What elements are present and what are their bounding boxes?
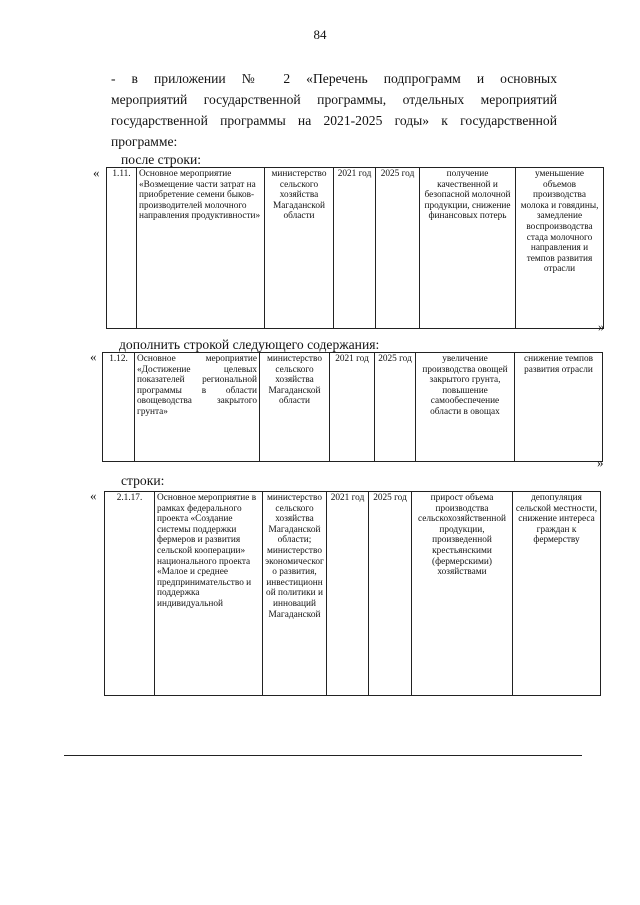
intro-line: мероприятий государственной программы, отдельных мероприятий: [111, 92, 557, 107]
event-name: Основное мероприятие «Возмещение части затрат на приобретение семени быков-производителей молочного направления продуктивности»: [137, 168, 265, 329]
row-number: 2.1.17.: [105, 492, 155, 696]
executor: министерство сельского хозяйства Магаданской области: [265, 168, 334, 329]
end-year: 2025 год: [375, 353, 416, 462]
start-year: 2021 год: [327, 492, 369, 696]
intro-line: программе:: [111, 134, 178, 149]
event-name: Основное мероприятие в рамках федерального проекта «Создание системы поддержки фермеров и развития сельской кооперации» национального проекта «Малое и среднее предпринимательство и поддержка индивидуальной: [155, 492, 263, 696]
expected-result: получение качественной и безопасной молочной продукции, снижение финансовых потерь: [420, 168, 516, 329]
intro-paragraph: [111, 68, 557, 152]
consequence: депопуляция сельской местности, снижение интереса граждан к фермерству: [513, 492, 601, 696]
table-row: [103, 353, 603, 462]
row-number: 1.11.: [107, 168, 137, 329]
expected-result: прирост объема производства сельскохозяйственной продукции, произведенной крестьянскими (фермерскими) хозяйствами: [412, 492, 513, 696]
event-name: Основное мероприятие «Достижение целевых показателей региональной программы в области овощеводства закрытого грунта»: [135, 353, 260, 462]
section-heading-after-row: после строки:: [121, 152, 202, 167]
row-number: 1.12.: [103, 353, 135, 462]
table-row-1-12: [102, 352, 603, 462]
close-quote: »: [598, 319, 605, 334]
table-row: [105, 492, 601, 696]
executor: министерство сельского хозяйства Магаданской области: [260, 353, 330, 462]
executor: министерство сельского хозяйства Магаданской области; министерство экономического развития, инвестиционной политики и инноваций Магаданской: [263, 492, 327, 696]
intro-line: государственной программы на 2021-2025 годы» к государственной: [111, 113, 557, 128]
bottom-divider: [64, 755, 582, 756]
start-year: 2021 год: [330, 353, 375, 462]
table-row-2-1-17: [104, 491, 601, 696]
page-number: 84: [313, 27, 327, 42]
end-year: 2025 год: [369, 492, 412, 696]
consequence: снижение темпов развития отрасли: [515, 353, 603, 462]
open-quote: «: [90, 488, 97, 503]
section-heading-add-row: дополнить строкой следующего содержания:: [119, 337, 380, 352]
consequence: уменьшение объемов производства молока и говядины, замедление воспроизводства стада молочного направления и темпов развития отрасли: [516, 168, 604, 329]
end-year: 2025 год: [376, 168, 420, 329]
section-heading-rows: строки:: [121, 473, 165, 488]
start-year: 2021 год: [334, 168, 376, 329]
close-quote: »: [597, 455, 604, 470]
table-row: [107, 168, 604, 329]
table-row-1-11: [106, 167, 604, 329]
open-quote: «: [90, 349, 97, 364]
intro-line: - в приложении № 2 «Перечень подпрограмм и основных: [111, 71, 557, 86]
expected-result: увеличение производства овощей закрытого грунта, повышение самообеспечение области в овощах: [416, 353, 515, 462]
open-quote: «: [93, 165, 100, 180]
